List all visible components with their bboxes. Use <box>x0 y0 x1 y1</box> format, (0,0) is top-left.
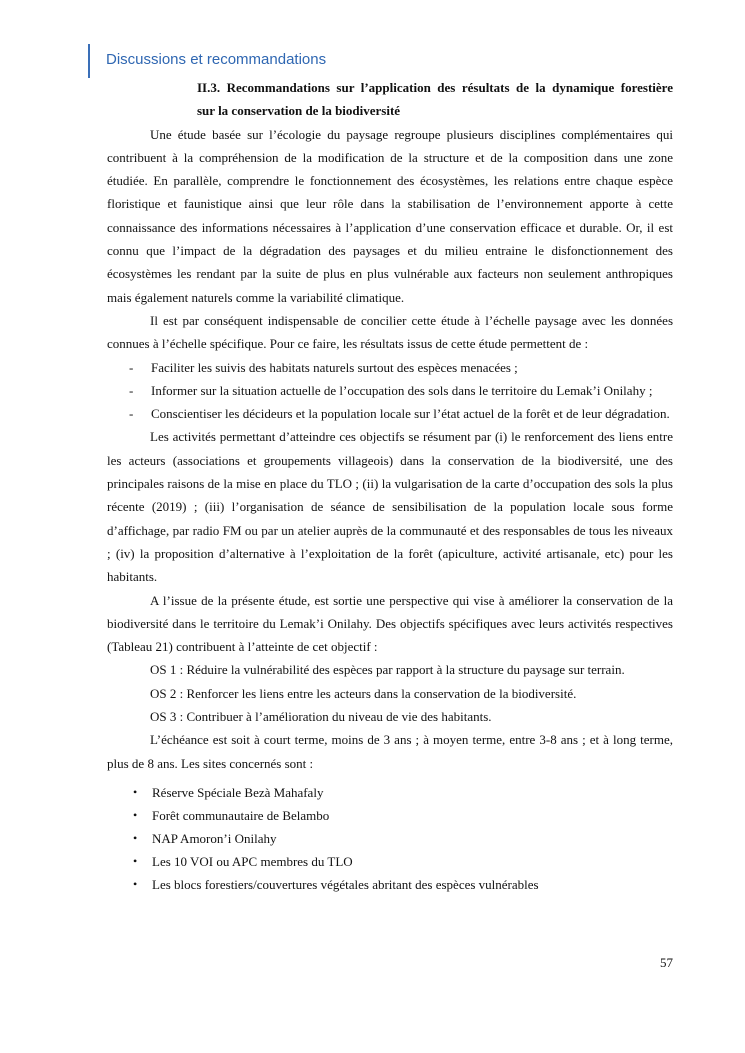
page-body <box>107 76 673 896</box>
bullet-marker: • <box>133 784 138 799</box>
bullet-marker: • <box>133 830 138 845</box>
site-name: Les 10 VOI ou APC membres du TLO <box>152 853 353 869</box>
list-item <box>107 873 673 896</box>
page-number: 57 <box>660 955 673 970</box>
list-item-text: Conscientiser les décideurs et la population locale sur l’état actuel de la forêt et de leur dégradation. <box>151 406 670 422</box>
objective-os1: OS 1 : Réduire la vulnérabilité des espèces par rapport à la structure du paysage sur terrain. <box>150 662 625 678</box>
site-name: Forêt communautaire de Belambo <box>152 807 330 823</box>
sites-list <box>107 781 673 896</box>
paragraph-4: A l’issue de la présente étude, est sortie une perspective qui vise à améliorer la conservation de la biodiversité dans le territoire du Lemak’i Onilahy. Des objectifs spécifiques avec leurs activités respectives (Tableau 21) contribuent à l’atteinte de cet objectif : <box>107 592 673 655</box>
site-name: Réserve Spéciale Bezà Mahafaly <box>152 784 324 800</box>
section-title-line-1: II.3. Recommandations sur l’application des résultats de la dynamique forestière <box>197 80 673 95</box>
list-item-text: Faciliter les suivis des habitats naturels surtout des espèces menacées ; <box>151 359 518 375</box>
running-header <box>88 44 326 78</box>
list-item <box>107 781 673 804</box>
paragraph-3: Les activités permettant d’atteindre ces objectifs se résument par (i) le renforcement des liens entre les acteurs (associations et groupements villageois) dans la conservation de la biodiversité, une des principales raisons de la mise en place du TLO ; (ii) la vulgarisation de la carte d’occupation des sols la plus récente (2019) ; (iii) l’organisation de séance de sensibilisation de la population locale sous forme d’affichage, par radio FM ou par un atelier auprès de la communauté et des responsables de tous les niveaux ; (iv) la proposition d’alternative à l’exploitation de la forêt (apiculture, activité artisanale, etc) pour les habitants. <box>107 429 673 585</box>
header-title: Discussions et recommandations <box>106 51 327 68</box>
section-title-line-2: sur la conservation de la biodiversité <box>197 103 401 119</box>
paragraph-5: L’échéance est soit à court terme, moins de 3 ans ; à moyen terme, entre 3-8 ans ; et à long terme, plus de 8 ans. Les sites concernés sont : <box>107 732 673 771</box>
dash-marker: - <box>129 382 134 398</box>
list-item <box>107 850 673 873</box>
bullet-marker: • <box>133 876 138 891</box>
objective-os3: OS 3 : Contribuer à l’amélioration du niveau de vie des habitants. <box>150 709 492 725</box>
objective-os2: OS 2 : Renforcer les liens entre les acteurs dans la conservation de la biodiversité. <box>150 685 577 701</box>
section-title <box>197 76 673 123</box>
list-item <box>107 804 673 827</box>
site-name: NAP Amoron’i Onilahy <box>152 830 277 846</box>
list-item-text: Informer sur la situation actuelle de l’occupation des sols dans le territoire du Lemak’i Onilahy ; <box>151 382 653 398</box>
bullet-marker: • <box>133 807 138 822</box>
bullet-marker: • <box>133 853 138 868</box>
list-item <box>107 379 673 402</box>
dash-marker: - <box>129 359 134 375</box>
paragraph-1: Une étude basée sur l’écologie du paysage regroupe plusieurs disciplines complémentaires qui contribuent à la compréhension de la modification de la structure et de la composition dans une zone étudiée. En parallèle, comprendre le fonctionnement des écosystèmes, les relations entre chaque espèce floristique et faunistique ainsi que leur rôle dans la stabilisation de l’environnement apporte à cette connaissance des informations nécessaires à l’application d’une conservation efficace et durable. Or, il est connu que l’impact de la dégradation des paysages et du milieu entraine le disfonctionnement des écosystèmes les rendant par la suite de plus en plus vulnérable aux facteurs non seulement anthropiques mais également naturels comme la variabilité climatique. <box>107 126 673 305</box>
dash-list <box>107 356 673 426</box>
site-name: Les blocs forestiers/couvertures végétales abritant des espèces vulnérables <box>152 876 539 892</box>
list-item <box>107 402 673 425</box>
list-item <box>107 356 673 379</box>
dash-marker: - <box>129 406 134 422</box>
list-item <box>107 827 673 850</box>
paragraph-2: Il est par conséquent indispensable de concilier cette étude à l’échelle paysage avec les données connues à l’échelle spécifique. Pour ce faire, les résultats issus de cette étude permettent de : <box>107 312 673 352</box>
